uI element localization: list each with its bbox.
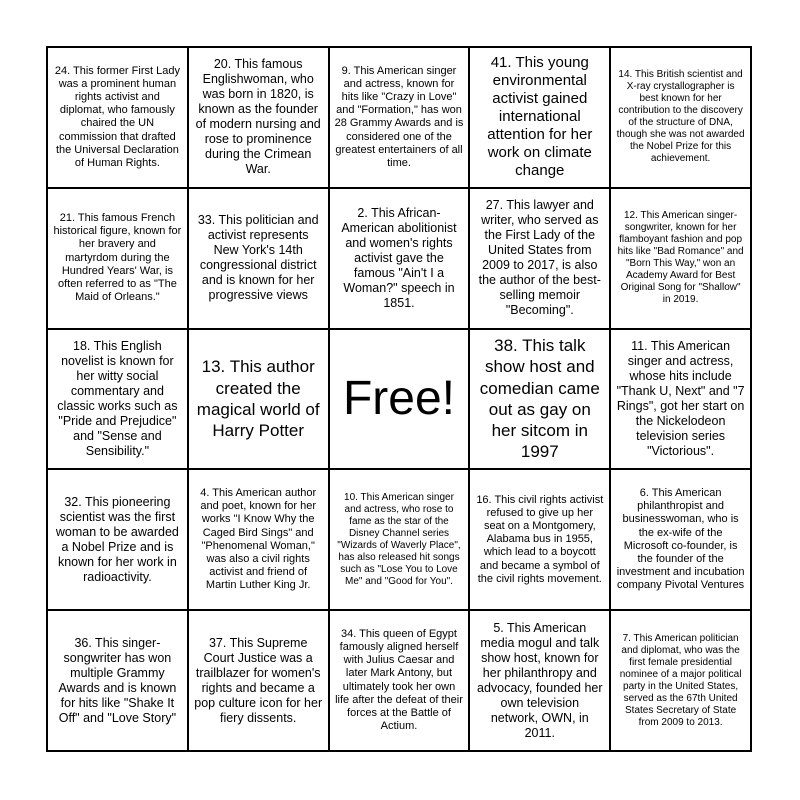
bingo-cell[interactable] bbox=[610, 610, 751, 751]
cell-text: 21. This famous French historical figure, known for her bravery and martyrdom during the Hundred Years' War, is often referred to as "The Maid of Orleans." bbox=[53, 212, 182, 304]
free-space-label: Free! bbox=[342, 372, 455, 426]
cell-text: 27. This lawyer and writer, who served as the First Lady of the United States from 2009 to 2017, is also the author of the best-selling memoir "Becoming". bbox=[478, 198, 601, 318]
bingo-cell[interactable] bbox=[188, 469, 329, 610]
cell-text: 20. This famous Englishwoman, who was born in 1820, is known as the founder of modern nursing and rose to prominence during the Crimean War. bbox=[195, 57, 321, 177]
bingo-cell[interactable] bbox=[610, 47, 751, 188]
cell-text: 16. This civil rights activist refused to give up her seat on a Montgomery, Alabama bus in 1955, which lead to a boycott and became a symbol of the civil rights movement. bbox=[476, 493, 604, 585]
bingo-cell[interactable] bbox=[469, 469, 610, 610]
cell-text: 38. This talk show host and comedian came out as gay on her sitcom in 1997 bbox=[479, 336, 600, 462]
bingo-cell[interactable] bbox=[188, 188, 329, 329]
bingo-cell[interactable] bbox=[188, 47, 329, 188]
cell-text: 34. This queen of Egypt famously aligned herself with Julius Caesar and later Mark Antony, but ultimately took her own life after the defeat of their forces at the Battle of Actium. bbox=[335, 627, 463, 733]
cell-text: 4. This American author and poet, known for her works "I Know Why the Caged Bird Sings" and "Phenomenal Woman," was also a civil rights activist and friend of Martin Luther King Jr. bbox=[200, 487, 317, 592]
bingo-cell[interactable] bbox=[469, 47, 610, 188]
bingo-cell[interactable] bbox=[610, 329, 751, 470]
cell-text: 33. This politician and activist represents New York's 14th congressional district and is known for her progressive views bbox=[197, 213, 319, 303]
cell-text: 9. This American singer and actress, known for hits like "Crazy in Love" and "Formation," has won 28 Grammy Awards and is considered one of the greatest entertainers of all time. bbox=[334, 64, 464, 169]
cell-text: 18. This English novelist is known for her witty social commentary and classic works such as "Pride and Prejudice" and "Sense and Sensibility." bbox=[57, 338, 178, 458]
bingo-cell[interactable] bbox=[469, 329, 610, 470]
bingo-cell[interactable] bbox=[47, 47, 188, 188]
free-space-cell[interactable] bbox=[329, 329, 470, 470]
cell-text: 24. This former First Lady was a prominent human rights activist and diplomat, who famously chaired the UN commission that drafted the Universal Declaration of Human Rights. bbox=[54, 64, 180, 169]
cell-text: 37. This Supreme Court Justice was a trailblazer for women's rights and became a pop culture icon for her fiery dissents. bbox=[194, 635, 323, 725]
bingo-cell[interactable] bbox=[329, 469, 470, 610]
cell-text: 14. This British scientist and X-ray crystallographer is best known for her contribution to the discovery of the structure of DNA, though she was not awarded the Nobel Prize for this achievement. bbox=[616, 69, 745, 165]
cell-text: 32. This pioneering scientist was the first woman to be awarded a Nobel Prize and is known for her work in radioactivity. bbox=[55, 494, 179, 584]
cell-text: 5. This American media mogul and talk show host, known for her philanthropy and advocacy, founded her own television network, OWN, in 2011. bbox=[477, 620, 603, 740]
cell-text: 11. This American singer and actress, whose hits include "Thank U, Next" and "7 Rings", got her start on the Nickelodeon television series "Victorious". bbox=[616, 338, 745, 458]
cell-text: 12. This American singer-songwriter, known for her flamboyant fashion and pop hits like "Bad Romance" and "Born This Way," won an Academy Award for Best Original Song for "Shallow" in 2019. bbox=[617, 210, 744, 306]
bingo-cell[interactable] bbox=[47, 329, 188, 470]
bingo-cell[interactable] bbox=[329, 610, 470, 751]
cell-text: 6. This American philanthropist and businesswoman, who is the ex-wife of the Microsoft co-founder, is the founder of the investment and incubation company Pivotal Ventures bbox=[616, 487, 745, 592]
bingo-cell[interactable] bbox=[610, 469, 751, 610]
bingo-cell[interactable] bbox=[329, 188, 470, 329]
bingo-cell[interactable] bbox=[47, 610, 188, 751]
cell-text: 41. This young environmental activist gained international attention for her work on climate change bbox=[487, 54, 593, 180]
bingo-cell[interactable] bbox=[47, 469, 188, 610]
bingo-cell[interactable] bbox=[469, 188, 610, 329]
bingo-cell[interactable] bbox=[469, 610, 610, 751]
bingo-card bbox=[46, 46, 752, 752]
bingo-cell[interactable] bbox=[188, 329, 329, 470]
cell-text: 10. This American singer and actress, who rose to fame as the star of the Disney Channel series "Wizards of Waverly Place", has also released hit songs such as "Lose You to Love Me" and "Good for You". bbox=[337, 491, 461, 587]
bingo-cell[interactable] bbox=[329, 47, 470, 188]
bingo-cell[interactable] bbox=[47, 188, 188, 329]
cell-text: 2. This African-American abolitionist and women's rights activist gave the famous "Ain't I a Woman?" speech in 1851. bbox=[341, 205, 457, 310]
bingo-cell[interactable] bbox=[610, 188, 751, 329]
cell-text: 13. This author created the magical world of Harry Potter bbox=[196, 357, 320, 441]
bingo-cell[interactable] bbox=[188, 610, 329, 751]
cell-text: 7. This American politician and diplomat, who was the first female presidential nominee of a major political party in the United States, served as the 67th United States Secretary of State from 2009 to 2013. bbox=[619, 632, 742, 728]
cell-text: 36. This singer-songwriter has won multiple Grammy Awards and is known for hits like "Shake It Off" and "Love Story" bbox=[58, 635, 177, 725]
